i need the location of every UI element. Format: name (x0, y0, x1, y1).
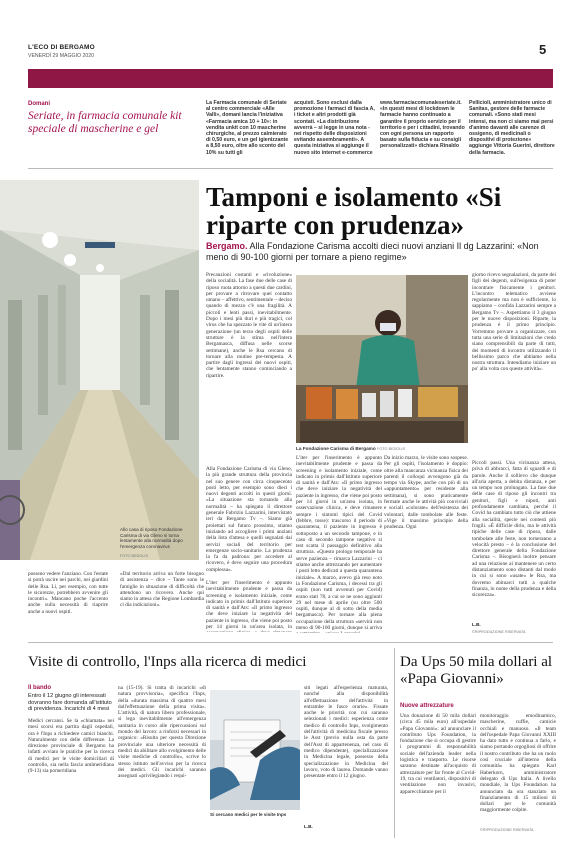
main-photo-caption (296, 446, 405, 451)
lead-location: Bergamo. (206, 241, 248, 251)
main-headline: Tamponi e isolamento «Si riparte con prudenza» (206, 182, 502, 240)
ups-headline: Da Ups 50 mila dollari al «Papa Giovanni» (400, 654, 553, 687)
main-col-1d-start: L'iter per l'inserimento è appunto inevitabilmente prudente e passa da screening e isolamento iniziale, come indicato in primis dall'Istituto superiore di sanità e dall'Ats: «Il primo ingresso che deve iniziare la negatività del paziente in ingresso, che viene poi posto per 14 giorni in un'area isolata, in (206, 580, 292, 631)
corridor-photo (0, 180, 199, 560)
strip-col-4: Pellicioli, amministratore unico di Sanitas, gestore delle farmacie comunali. «Sono stati mesi intensi, ma non ci siamo mai persi d'animo davanti alle carenze di ossigeno, di medicinali o dispositivi di protezione» aggiunge Vittoria Guerini, direttore della farmacia. (469, 100, 555, 156)
main-byline: L.B. (472, 622, 481, 627)
ups-copyright: ©RIPRODUZIONE RISERVATA (480, 828, 534, 832)
page-number: 5 (539, 42, 547, 57)
divider (28, 168, 553, 169)
divider (28, 642, 553, 643)
strip-col-2: acquisti. Sono esclusi dalla promozione i farmaci di fascia A, i ticket e altri prodotti già scontati. «La distribuzione avverrà – si legge in una nota - nei rispetto delle disposizioni evitando assembramenti». A questa iniziativa si aggiunge il nuovo sito internet e-commerce (294, 100, 375, 156)
main-col-1c: «Dal territorio arriva un forte bisogno di assistenza – dice – Tante sono le famiglie in situazione di difficoltà che attendono un ricovero. Anche qui siamo in attesa che Regione Lombardia ci dia indicazioni». (120, 571, 204, 609)
ups-col-1: Una donazione di 50 mila dollari (circa 45 mila euro) all'ospedale «Papa Giovanni»: ad annunciare il contributo Ups Foundation, la fondazione che si occupa di gestire i programmi di responsabilità sociale dell'azienda leader nella logistica e trasporto. Le risorse saranno destinate all'acquisto di attrezzature per far fronte al Covid-19, tra cui ventilatori, dispositivi di ventilazione non invasivi, apparecchiature per il (400, 713, 476, 795)
main-col-4b: Piccoli passi. Una vicinanza attesa, priva di abbracci, fatta di sguardi e di parole. Anche il sollievo che dunque all'aria aperta, a debita distanza, e per un tempo non prolungato. La fase due delle case di riposo gli incontri tra genitori, figli e nipoti, anti profondamente cambiata, perché il Covid ha cambiato tutto ciò che attiene alla socialità, specie nei contesti più fragili. «È difficile dirlo, ma le attività tipiche delle case di riposo, dalle tombolate alle feste, non torneranno a velocità presto – è la conclusione del direttore generale della Fondazione Carisma –. Bisognerà inoltre pensare ad una relazione ai mantenere un certo distanziamento sono distanti dal modo in cui si sono «usate» le Rsa, ma dovremo abituarci tutti a qualche finanza, in nome della prudenza e della sicurezza». (472, 460, 556, 599)
ups-col-2: monitoraggio emodinamico, mascherine, cuffie, camicie occhiali e manuoso. «Il team dell'ospedale Papa Giovanni XXIII ha dato tutto e continua a farlo, e siamo portando orgogliosi di offrire il nostro contributo che ha un ruolo così cruciale all'interno della comunità» ha spiegato Karl Haberkorn, amministratore delegato di Ups Italia. A livello mondiale, la Ups Foundation ha annunciato da ora stanziato un finanziamento di 15 milioni di dollari per le comunità maggiormente colpite. (480, 713, 556, 814)
photo-credit: FOTO BEDOLIS (377, 447, 406, 451)
strip-col-1: La Farmacia comunale di Seriate al centro commerciale «Alle Valli», domani lancia l'iniziativa «Farmacia amica 10 + 10»: in vendita unkit con 10 mascherine chirurgiche, al prezzo calmierato di 0,50 euro, e un gel igienizzante a 8,50 euro, oltre allo sconto del 10% su tutti gli (206, 100, 289, 156)
photo-caption-text: La Fondazione Carisma di Bergamo (296, 446, 376, 451)
main-col-1b: Alla Fondazione Carisma di via Gleno, la più grande struttura della provincia nel suo genere con circa cinquecento posti letto, per esempio sono dieci i nuovi degenti accolti in questi giorni. «La situazione sta tornando alla normalità – ha spiegato il direttore generale Fabrizio Lazzarini, intervistato ieri da Bergamo Tv –. Siamo già proiettati sul futuro prossimo, stiamo iniziando ad accogliere i primi anziani della lista d'attesa e quelli segnalati dai servizi sociali del territorio per emergenze socio-sanitarie. La prudenza la fa da padrona: per accedere al ricovero, è deve seguire una procedura complessa». (206, 466, 292, 573)
inps-photo-caption: Si cercano medici per le visite Inps (210, 812, 287, 817)
inps-photo (210, 690, 300, 810)
inps-summary: Entro il 12 giugno gli interessati dovranno fare domanda all'istituto di previdenza. Incarichi di 4 mesi (28, 693, 112, 713)
inps-col-2: na (15-19). Si tratta di incarichi «di natura provvisoria», specifica l'Inps, della «durata massima di quattro mesi dall'effettuazione della prima visita». L'attività, di natura libero professionale, si lega inevitabilmente all'emergenza sanitaria in corso alle ripercussioni sul mondo del lavoro: a rinforzi necessari in organico: «Risulta per questa Direzione provinciale una ulteriore necessità di medici da abilitare allo svolgimento delle visite mediche di controllo», scrive lo stesso istituto nell'avviso per la ricerca dei medici. Gli incarichi saranno assegnati «privilegiando i requi- (118, 685, 206, 780)
section-color-bar (28, 69, 553, 88)
main-copyright: ©RIPRODUZIONE RISERVATA (472, 630, 526, 634)
main-photo (296, 275, 468, 443)
main-col-3: Da inizio marzo, le visite sono sospese. Per gli ospiti, l'isolamento è doppio: oltre alla mancanza vicinanza fisica dei parenti il colloqui avvengono già da tempo via Skype, anche con più di un «appuntamento» per residente alla settimana), si sono praticamente fermate anche le attività più conviviali e sociali «colorate» dell'esistenza dei volontari, dalle tombolate alle feste. «Vige il massimo principio della prudenza. Ogni (384, 455, 468, 531)
ups-kicker: Nuove attrezzature (400, 703, 454, 709)
main-lead (206, 241, 556, 263)
main-col-2: L'iter per l'inserimento è appunto inevitabilmente prudente e passa da screening e isolamento iniziale, come indicato in primis dall'Istituto superiore di sanità e dall'Ats: «Il primo ingresso che deve iniziare la negatività del paziente in ingresso, che viene poi posto per 14 giorni in un'area isolata, in osservazione clinica, e deve rimanere sempre i sintomi tipici del Covid (febbre, tosse): trascorso il periodo di quarantena, il paziente in ingresso è sottoposto a un secondo tampone, e in caso di secondo tampone negativo si test scatta il passaggio definitivo alla struttura. «Questo prologo temporale ha serve pazienza – rimarca Lazzarini – ci stiamo anche attrezzando per aumentare i posti letto dedicati a questa quarantena iniziale». A marzo, avevo già reso noto la Fondazione Carisma, i decessi tra gli ospiti (non tutti avvenuti per Covid) erano stati 78, a cui se ne sono aggiunti 29 nel mese di aprile (su oltre 500 ospiti, dunque al di sotto della media bergamasca). Per tornare alla piena occupazione della struttura «servirà non meno di 90-100 giorni, dunque si arriva (296, 455, 382, 632)
corridor-caption: Allo casa di riposo Fondazione Carisma di via Gleno si torna lentamente alla normalità dopo l'emergenza coronavirus (120, 527, 183, 549)
main-col-1a: Precauzioni costanti e «rivoluzione» della socialità. La fase due delle case di riposo ruota attorno a questi due cardini, per provare a ritrovare quel contatto umano – affettivo, sentimentale – deciso quando di mezzo c'è una fragilità. A piccoli e lenti passi, inevitabilmente. Dopo i mesi più duri e più tragici, col virus che ha spezzato le vite di un'intera generazione (un terzo degli ospiti delle strutture è la stima nell'intera Bergamasca, diffusa nelle scorse settimane), anche le Rsa cercano di tornare alla routine pre-tempesta. A partire dagli ingressi dei nuovi ospiti, che lentamente stanno cominciando a ripartire. (206, 272, 292, 379)
inps-kicker: Il bando (28, 685, 51, 691)
inps-col-3: siti legati all'esperienza maturata, nonché alla disponibilità all'effettuazione dell'attività in entrambe le fasce orarie». Fissate anche le priorità con cui saranno selezionati i medici: esperienza come medico di controllo Inps, svolgimento dell'attività di medicina fiscale presso le Asst (previo nulla osta da parte dell'Asst di appartenenza, nel caso di medico dipendente), specializzazione in Medicina legale, possesso della specializzazione in Medicina del lavoro, voto di laurea. Domande vanno presentate entro il 12 giugno. (304, 685, 388, 780)
inps-headline: Visite di controllo, l'Inps alla ricerca di medici (28, 654, 307, 670)
inps-col-1: Medici cercansi. Se la «chiamata» nei mesi scorsi era partita dagli ospedali, ora è l'Inps a richiedere camici bianchi. Naturalmente con delle differenze. La direzione provinciale di Bergamo ha infatti avviato le pratiche per la ricerca di medici per le visite domiciliari di controllo, sia nella fascia antimeridiana (9-13) sia pomeridiana (28, 718, 114, 775)
strip-col-3: www.farmaciacomunaleseriate.it. «In questi mesi di lockdown le farmacie hanno continuato a garantire il proprio servizio per il territorio e per i cittadini, trovando con ogni persona un rapporto basato sulla fiducia e su consigli personalizzati» dichiara Rinaldo (380, 100, 465, 150)
strip-kicker: Domani (28, 101, 51, 107)
page-date: VENERDÌ 29 MAGGIO 2020 (28, 53, 95, 59)
vertical-divider (394, 648, 395, 838)
strip-headline: Seriate, in farmacia comunale kit speciale di mascherine e gel (28, 110, 182, 135)
inps-byline: L.B. (304, 824, 313, 829)
paper-name: L'ECO DI BERGAMO (28, 44, 95, 51)
lead-text: Alla Fondazione Carisma accolti dieci nuovi anziani Il dg Lazzarini: «Non meno di 90-100 giorni per tornare a pieno regime» (206, 241, 539, 262)
main-col-4a: giorno ricevo segnalazioni, da parte dei figli dei degenti, sull'esigenza di poter incontrare fisicamente i genitori. L'incontro telematico avviene regolarmente ma non è sufficiente, lo sappiamo – confida Lazzarini sempre a Bergamo Tv –. Aspettiamo il 3 giugno per le nuove disposizioni. Riparte, la prudenza è il primo principio. Vorremmo provare a organizzare, con tutta una serie di limitazioni che credo siano comprensibili da parte di tutti, dei momenti di incontro utilizzando il bellissimo parco che abbiamo nella nostra struttura. Intendiamo iniziare un po' alla volta con queste attività». (472, 272, 556, 373)
main-left-col-text: posseno vedere l'anziano. Con l'estate si potrà uscire nei parchi, nei giardini delle Rsa. Lì, per esempio, con tutte le sicurezze, potrebbero avvenire gli incontri». Mancano poche l'accento anche sulla necessità di riaprire anche a nuovi ospiti. (28, 571, 108, 615)
corridor-credit: FOTO BEDOLIS (120, 554, 148, 558)
